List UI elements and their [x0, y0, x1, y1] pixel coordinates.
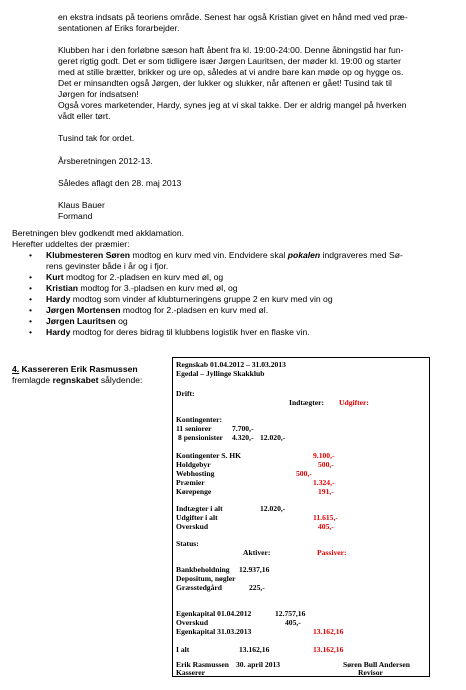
signature-right: Søren Bull Andersen: [343, 660, 410, 669]
signer-name: Klaus Bauer: [58, 200, 105, 210]
holdgebyr-label: Holdgebyr: [176, 460, 211, 469]
pensioners-label: 8 pensionister: [178, 433, 223, 442]
surplus-label: Overskud: [176, 522, 209, 531]
prizes-intro: Herefter uddeltes der præmier:: [12, 239, 130, 249]
total-assets: 13.162,16: [239, 645, 270, 654]
grass-value: 225,-: [249, 583, 265, 592]
seniors-label: 11 seniorer: [176, 424, 212, 433]
intro-line: med at stille brætter, brikker og ure op, således at vi andre bare kan møde op og hygge os.: [58, 67, 404, 77]
intro-line: geret rigtig godt. Det er som tidligere især Jørgen Lauritsen, der møder kl. 19:00 og starter: [58, 56, 401, 66]
surplus-value: 405,-: [318, 522, 334, 531]
list-item: • Klubmesteren Søren modtog en kurv med vin. Endvidere skal pokalen indgraveres med Sø-: [29, 250, 403, 260]
income-total-value: 12.020,-: [260, 504, 286, 513]
list-item: • Hardy modtog som vinder af klubturneringens gruppe 2 en kurv med vin og: [29, 294, 333, 304]
list-item: • Jørgen Lauritsen og: [29, 316, 128, 326]
income-label: Kontingenter:: [176, 415, 222, 424]
prize-list: [12, 250, 403, 338]
total-label: I alt: [176, 645, 190, 654]
item4-subline: fremlagde regnskabet sålydende:: [12, 375, 143, 385]
list-item: • Kristian modtog for 3.-pladsen en kurv med øl, og: [29, 283, 238, 293]
pensioners-value: 4.320,-: [232, 433, 254, 442]
drift-heading: Drift:: [176, 389, 195, 398]
assets-col-header: Aktiver:: [243, 548, 271, 557]
bank-value: 12.937,16: [239, 565, 270, 574]
report-title: Årsberetningen 2012-13.: [58, 156, 153, 166]
signature-left: Erik Rasmussen: [176, 660, 229, 669]
intro-line: sentationen af Eriks forarbejder.: [58, 23, 180, 33]
approval-text: Beretningen blev godkendt med akklamation.: [12, 228, 184, 238]
webhosting-label: Webhosting: [176, 469, 215, 478]
bullet-icon: •: [29, 250, 33, 260]
praemier-label: Præmier: [176, 478, 205, 487]
praemier-value: 1.324,-: [313, 478, 335, 487]
korepenge-label: Kørepenge: [176, 487, 212, 496]
expense-total-label: Udgifter i alt: [176, 513, 218, 522]
thanks-text: Tusind tak for ordet.: [58, 133, 135, 143]
seniors-value: 7.700,-: [232, 424, 254, 433]
holdgebyr-value: 500,-: [318, 460, 334, 469]
item4-heading: 4. Kassereren Erik Rasmussen: [12, 364, 138, 374]
deposit-label: Depositum, nøgler: [176, 574, 236, 583]
signature-date: 30. april 2013: [236, 660, 281, 669]
bullet-icon: •: [29, 305, 33, 315]
equity-end-label: Egenkapital 31.03.2013: [176, 627, 252, 636]
intro-line: Det er minsandten også Jørgen, der lukker og slukker, når aftenen er gået! Tusind tak til: [58, 78, 392, 88]
role-right: Revisor: [358, 668, 383, 677]
equity-surplus-label: Overskud: [176, 618, 209, 627]
equity-start-value: 12.757,16: [275, 609, 306, 618]
exp-contingent-label: Kontingenter S. HK: [176, 451, 242, 460]
signer-role: Formand: [58, 211, 93, 221]
role-left: Kasserer: [176, 668, 205, 677]
accounts-club: Egedal – Jyllinge Skakklub: [176, 369, 265, 378]
equity-start-label: Egenkapital 01.04.2012: [176, 609, 252, 618]
accounts-box: [172, 357, 430, 677]
list-item: • Kurt modtog for 2.-pladsen en kurv med øl, og: [29, 272, 224, 282]
intro-line: vådt eller tørt.: [58, 111, 111, 121]
exp-contingent-value: 9.100,-: [313, 451, 335, 460]
intro-line: Jørgen for indsatsen!: [58, 89, 139, 99]
list-item: rens gevinster både i år og i fjor.: [46, 261, 169, 271]
bullet-icon: •: [29, 316, 33, 326]
webhosting-value: 500,-: [296, 469, 312, 478]
equity-end-value: 13.162,16: [313, 627, 344, 636]
intro-line: en ekstra indsats på teoriens område. Senest har også Kristian givet en hånd med ved præ-: [58, 12, 408, 22]
grass-label: Græsstedgård: [176, 583, 222, 592]
income-total-label: Indtægter i alt: [176, 504, 223, 513]
expense-col-header: Udgifter:: [339, 398, 369, 407]
contingent-total: 12.020,-: [260, 433, 286, 442]
bullet-icon: •: [29, 272, 33, 282]
total-liabilities: 13.162,16: [313, 645, 344, 654]
intro-line: Også vores marketender, Hardy, synes jeg at vi skal takke. Der er aldrig mangel på hverken: [58, 100, 407, 110]
korepenge-value: 191,-: [318, 487, 334, 496]
liabilities-col-header: Passiver:: [317, 548, 347, 557]
bullet-icon: •: [29, 327, 33, 337]
bank-label: Bankbeholdning: [176, 565, 230, 574]
equity-surplus-value: 405,-: [285, 618, 301, 627]
expense-total-value: 11.615,-: [313, 513, 338, 522]
bullet-icon: •: [29, 283, 33, 293]
list-item: • Jørgen Mortensen modtog for 2.-pladsen en kurv med øl.: [29, 305, 269, 315]
list-item: • Hardy modtog for deres bidrag til klubbens logistik hver en flaske vin.: [29, 327, 310, 337]
income-col-header: Indtægter:: [289, 398, 325, 407]
given-date: Således aflagt den 28. maj 2013: [58, 178, 182, 188]
intro-line: Klubben har i den forløbne sæson haft åbent fra kl. 19:00-24:00. Denne åbningstid har fun-: [58, 45, 404, 55]
accounts-period: Regnskab 01.04.2012 – 31.03.2013: [176, 360, 286, 369]
bullet-icon: •: [29, 294, 33, 304]
status-heading: Status:: [176, 539, 199, 548]
